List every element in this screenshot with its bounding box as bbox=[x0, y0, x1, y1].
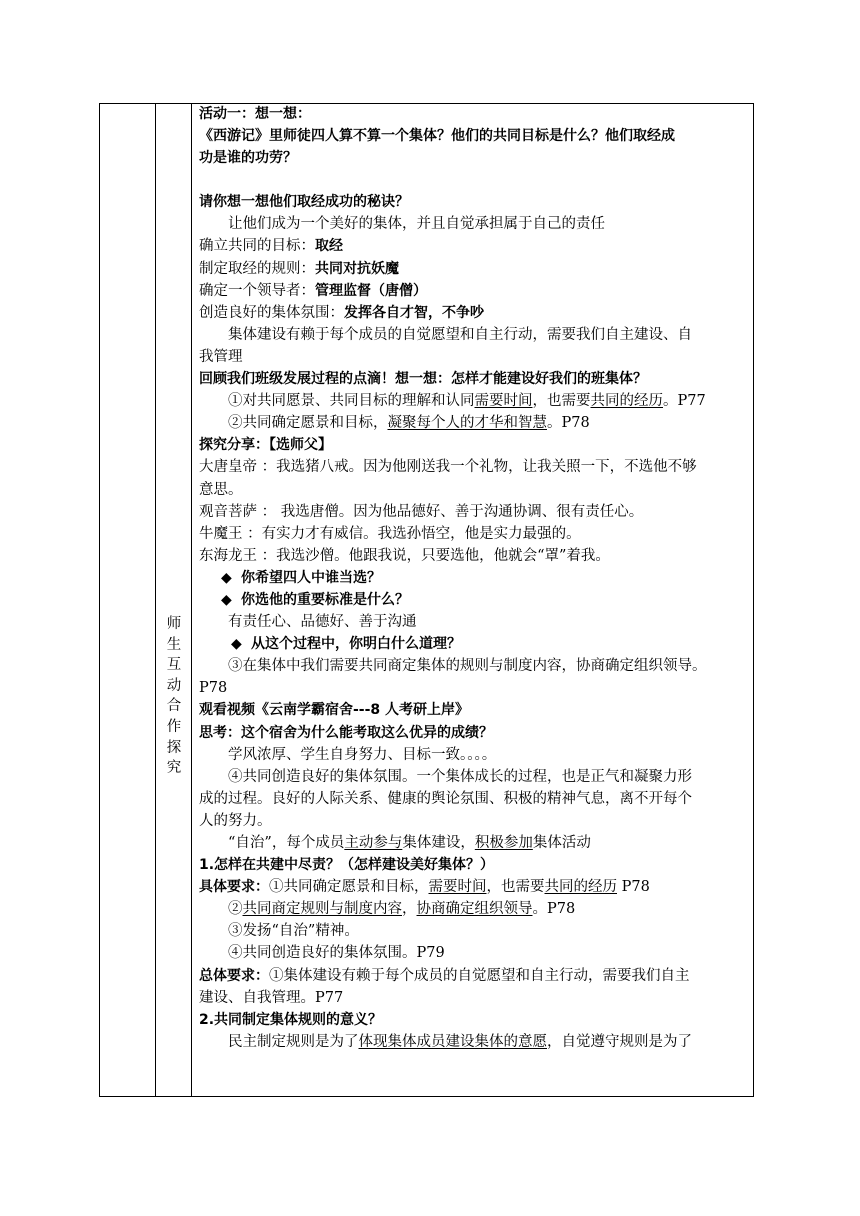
text-line: ④共同创造良好的集体氛围。P79 bbox=[228, 945, 445, 962]
text-line: 确立共同的目标：取经 bbox=[199, 238, 343, 255]
text-line: 学风浓厚、学生自身努力、目标一致。。。。 bbox=[228, 746, 497, 763]
text-line: 有责任心、品德好、善于沟通 bbox=[228, 614, 417, 631]
text-line: 民主制定规则是为了体现集体成员建设集体的意愿，自觉遵守规则是为了 bbox=[228, 1033, 692, 1050]
text-line: 总体要求：①集体建设有赖于每个成员的自觉愿望和自主行动，需要我们自主 bbox=[199, 967, 690, 984]
content-cell bbox=[199, 103, 747, 1053]
question: 2.共同制定集体规则的意义？ bbox=[199, 1011, 383, 1028]
text-line: 大唐皇帝 ：我选猪八戒。因为他刚送我一个礼物，让我关照一下，不选他不够 bbox=[199, 459, 697, 476]
text-line: 创造良好的集体氛围：发挥各自才智，不争吵 bbox=[199, 304, 484, 321]
side-char: 师 bbox=[166, 616, 182, 632]
side-char: 究 bbox=[166, 760, 182, 777]
activity-heading: 活动一：想一想： bbox=[199, 106, 311, 122]
side-label bbox=[157, 614, 191, 779]
side-char: 合 bbox=[166, 698, 182, 715]
lesson-table bbox=[99, 103, 754, 1097]
text-line: ①对共同愿景、共同目标的理解和认同需要时间，也需要共同的经历。P77 bbox=[228, 393, 706, 410]
section-heading: 探究分享：【选师父】 bbox=[199, 437, 332, 454]
bullet-question: ◆ 你选他的重要标准是什么？ bbox=[199, 589, 747, 611]
text-line: 牛魔王 ：有实力才有威信。我选孙悟空，他是实力最强的。 bbox=[199, 525, 581, 542]
side-char: 探 bbox=[166, 739, 182, 756]
text-line: ③在集体中我们需要共同商定集体的规则与制度内容，协商确定组织领导。 bbox=[228, 658, 707, 675]
text-line: P78 bbox=[199, 680, 228, 697]
text-line: 建设、自我管理。P77 bbox=[199, 989, 344, 1006]
question: 《西游记》里师徒四人算不算一个集体？他们的共同目标是什么？他们取经成 bbox=[199, 128, 675, 145]
section-heading: 观看视频《云南学霸宿舍---8 人考研上岸》 bbox=[199, 702, 470, 719]
text-line: 东海龙王 ：我选沙僧。他跟我说，只要选他，他就会“罩”着我。 bbox=[199, 547, 610, 564]
text-line: 观音菩萨 ： 我选唐僧。因为他品德好、善于沟通协调、很有责任心。 bbox=[199, 503, 644, 520]
diamond-bullet-icon: ◆ bbox=[221, 569, 232, 586]
text-line: 我管理 bbox=[199, 348, 243, 365]
text-line: 人的努力。 bbox=[199, 812, 272, 829]
side-char: 动 bbox=[166, 677, 182, 694]
text-line: ②共同确定愿景和目标，凝聚每个人的才华和智慧。P78 bbox=[228, 415, 590, 432]
text-line: ③发扬“自治”精神。 bbox=[228, 923, 359, 940]
bullet-question: ◆ 你希望四人中谁当选？ bbox=[199, 567, 747, 589]
text-line: 让他们成为一个美好的集体，并且自觉承担属于自己的责任 bbox=[228, 216, 605, 233]
question: 思考：这个宿舍为什么能考取这么优异的成绩？ bbox=[199, 724, 493, 741]
side-char: 作 bbox=[166, 718, 182, 735]
text-line: 具体要求：①共同确定愿景和目标，需要时间，也需要共同的经历 P78 bbox=[199, 879, 650, 896]
diamond-bullet-icon: ◆ bbox=[231, 636, 242, 653]
bullet-question: ◆ 从这个过程中，你明白什么道理？ bbox=[199, 633, 747, 655]
question: 请你想一想他们取经成功的秘诀？ bbox=[199, 194, 409, 211]
question: 回顾我们班级发展过程的点滴！想一想：怎样才能建设好我们的班集体？ bbox=[199, 371, 647, 388]
diamond-bullet-icon: ◆ bbox=[221, 591, 232, 608]
text-line: ②共同商定规则与制度内容，协商确定组织领导。P78 bbox=[228, 901, 576, 918]
side-char: 互 bbox=[166, 657, 182, 674]
text-line: ④共同创造良好的集体氛围。一个集体成长的过程，也是正气和凝聚力形 bbox=[228, 768, 692, 785]
text-line: 确定一个领导者：管理监督（唐僧） bbox=[199, 282, 427, 299]
text-line: “自治”，每个成员主动参与集体建设，积极参加集体活动 bbox=[228, 835, 591, 851]
column-divider bbox=[155, 104, 156, 1096]
question-cont: 功是谁的功劳？ bbox=[199, 150, 297, 167]
side-char: 生 bbox=[166, 636, 182, 653]
text-line: 成的过程。良好的人际关系、健康的舆论氛围、积极的精神气息，离不开每个 bbox=[199, 790, 692, 807]
question: 1.怎样在共建中尽责？（怎样建设美好集体？） bbox=[199, 857, 495, 874]
text-line: 集体建设有赖于每个成员的自觉愿望和自主行动，需要我们自主建设、自 bbox=[228, 326, 692, 343]
text-line: 意思。 bbox=[199, 481, 243, 498]
text-line: 制定取经的规则：共同对抗妖魔 bbox=[199, 260, 399, 277]
column-divider bbox=[191, 104, 192, 1096]
